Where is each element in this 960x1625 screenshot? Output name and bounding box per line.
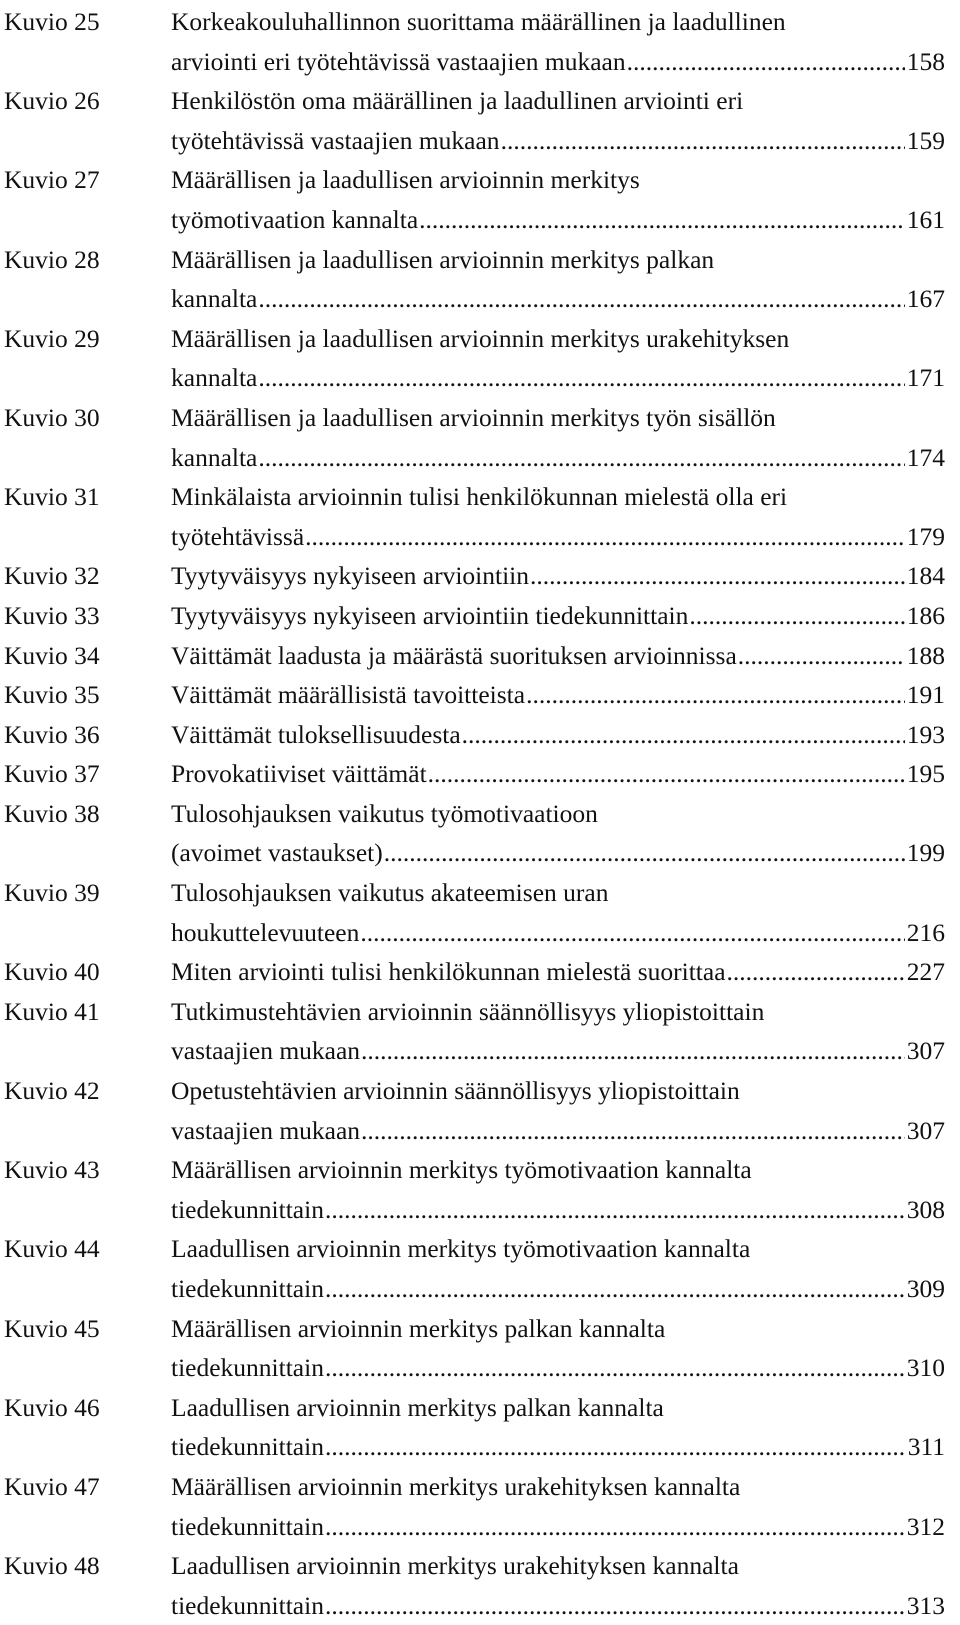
figure-entry-body bbox=[171, 794, 945, 873]
figure-entry-body bbox=[171, 240, 945, 319]
page-number: 159 bbox=[906, 125, 945, 155]
figure-entry-body bbox=[171, 1071, 945, 1150]
figure-label: Kuvio 39 bbox=[4, 878, 100, 908]
figure-entry-body bbox=[171, 319, 945, 398]
figure-entry bbox=[0, 160, 960, 239]
figure-title-line bbox=[171, 358, 945, 398]
figure-title-line: Tutkimustehtävien arvioinnin säännöllisyys yliopistoittain bbox=[171, 996, 765, 1026]
figure-entry-body bbox=[171, 715, 945, 755]
figure-title-text: Tyytyväisyys nykyiseen arviointiin bbox=[171, 561, 530, 591]
figure-title-line: Määrällisen ja laadullisen arvioinnin merkitys bbox=[171, 165, 640, 195]
figure-entry-body bbox=[171, 952, 945, 992]
figure-label: Kuvio 48 bbox=[4, 1551, 100, 1581]
figure-title-text: vastaajien mukaan bbox=[171, 1115, 361, 1145]
figure-title-line bbox=[171, 1031, 945, 1071]
dot-leader bbox=[325, 1269, 905, 1309]
figure-title-line bbox=[171, 1190, 945, 1230]
figure-entry bbox=[0, 556, 960, 596]
figure-entry bbox=[0, 675, 960, 715]
figure-title-line bbox=[171, 1586, 945, 1625]
figure-label: Kuvio 38 bbox=[4, 798, 100, 828]
dot-leader bbox=[738, 636, 905, 676]
figure-title-line: Korkeakouluhallinnon suorittama määrällinen ja laadullinen bbox=[171, 7, 786, 36]
figure-title-text: arviointi eri työtehtävissä vastaajien mukaan bbox=[171, 46, 626, 76]
page-number: 193 bbox=[906, 719, 945, 749]
dot-leader bbox=[627, 42, 905, 82]
page-number: 171 bbox=[906, 363, 945, 393]
figure-title-line bbox=[171, 636, 945, 676]
figure-title-text: Väittämät määrällisistä tavoitteista bbox=[171, 680, 526, 710]
figure-title-line bbox=[171, 675, 945, 715]
figure-title-line bbox=[171, 279, 945, 319]
figure-title-line bbox=[171, 715, 945, 755]
page-number: 307 bbox=[906, 1036, 945, 1066]
figure-title-line bbox=[171, 754, 945, 794]
dot-leader bbox=[530, 556, 905, 596]
dot-leader bbox=[361, 1031, 905, 1071]
figure-entry bbox=[0, 240, 960, 319]
figure-title-line bbox=[171, 438, 945, 478]
page-number: 309 bbox=[906, 1274, 945, 1303]
figure-title-line bbox=[171, 121, 945, 161]
figure-entry-body bbox=[171, 596, 945, 636]
dot-leader bbox=[419, 200, 905, 240]
figure-title-text: työtehtävissä bbox=[171, 521, 305, 551]
figure-title-line bbox=[171, 1427, 945, 1467]
figure-entry bbox=[0, 398, 960, 477]
figure-title-text: houkuttelevuuteen bbox=[171, 917, 360, 947]
figure-title-line: Määrällisen ja laadullisen arvioinnin merkitys urakehityksen bbox=[171, 323, 790, 353]
figure-title-line bbox=[171, 1348, 945, 1388]
figure-label: Kuvio 37 bbox=[4, 759, 100, 789]
page-number: 174 bbox=[906, 442, 945, 472]
figure-entry bbox=[0, 477, 960, 556]
figure-title-text: työmotivaation kannalta bbox=[171, 204, 419, 234]
page-number: 307 bbox=[906, 1115, 945, 1145]
figure-title-line: Opetustehtävien arvioinnin säännöllisyys yliopistoittain bbox=[171, 1076, 740, 1106]
page-number: 191 bbox=[906, 680, 945, 710]
figure-label: Kuvio 43 bbox=[4, 1155, 100, 1185]
dot-leader bbox=[258, 438, 904, 478]
figure-title-line: Laadullisen arvioinnin merkitys työmotivaation kannalta bbox=[171, 1234, 751, 1264]
figure-label: Kuvio 27 bbox=[4, 165, 100, 195]
figure-title-text: kannalta bbox=[171, 284, 258, 314]
page-number: 184 bbox=[906, 561, 945, 591]
figure-entry-body bbox=[171, 873, 945, 952]
figure-entry-body bbox=[171, 1150, 945, 1229]
figure-title-text: tiedekunnittain bbox=[171, 1590, 324, 1620]
figure-title-text: tiedekunnittain bbox=[171, 1274, 324, 1303]
page-number: 186 bbox=[906, 600, 945, 630]
figure-title-text: kannalta bbox=[171, 442, 258, 472]
figure-label: Kuvio 42 bbox=[4, 1076, 100, 1106]
figure-title-line bbox=[171, 1111, 945, 1151]
figure-entry-body bbox=[171, 556, 945, 596]
figure-entry bbox=[0, 81, 960, 160]
figure-label: Kuvio 25 bbox=[4, 7, 100, 36]
dot-leader bbox=[360, 913, 904, 953]
page-number: 161 bbox=[906, 204, 945, 234]
figure-entry-body bbox=[171, 398, 945, 477]
dot-leader bbox=[325, 1507, 905, 1547]
figure-entry bbox=[0, 319, 960, 398]
figure-title-line bbox=[171, 1507, 945, 1547]
figure-title-text: kannalta bbox=[171, 363, 258, 393]
dot-leader bbox=[361, 1111, 905, 1151]
dot-leader bbox=[258, 279, 904, 319]
figure-title-line bbox=[171, 517, 945, 557]
figure-title-text: tiedekunnittain bbox=[171, 1511, 324, 1541]
page-number: 195 bbox=[906, 759, 945, 789]
figure-title-line bbox=[171, 200, 945, 240]
figure-entry bbox=[0, 1388, 960, 1467]
dot-leader bbox=[325, 1348, 905, 1388]
dot-leader bbox=[727, 952, 905, 992]
figure-label: Kuvio 30 bbox=[4, 402, 100, 432]
figure-entry bbox=[0, 636, 960, 676]
figure-title-text: Tyytyväisyys nykyiseen arviointiin tiedekunnittain bbox=[171, 600, 689, 630]
figure-title-text: (avoimet vastaukset) bbox=[171, 838, 383, 868]
figure-title-text: tiedekunnittain bbox=[171, 1432, 324, 1462]
dot-leader bbox=[325, 1427, 906, 1467]
figure-entry-body bbox=[171, 1229, 945, 1308]
figure-title-line: Määrällisen arvioinnin merkitys urakehityksen kannalta bbox=[171, 1471, 741, 1501]
page-number: 313 bbox=[906, 1590, 945, 1620]
figure-title-line: Tulosohjauksen vaikutus työmotivaatioon bbox=[171, 798, 598, 828]
page-number: 179 bbox=[906, 521, 945, 551]
figure-label: Kuvio 28 bbox=[4, 244, 100, 274]
figure-title-line bbox=[171, 952, 945, 992]
figure-entry bbox=[0, 952, 960, 992]
dot-leader bbox=[258, 358, 904, 398]
figure-title-text: Provokatiiviset väittämät bbox=[171, 759, 427, 789]
page-number: 188 bbox=[906, 640, 945, 670]
page-number: 311 bbox=[907, 1432, 945, 1462]
figure-title-line bbox=[171, 1269, 945, 1309]
figure-label: Kuvio 35 bbox=[4, 680, 100, 710]
figure-label: Kuvio 41 bbox=[4, 996, 100, 1026]
figure-title-line: Henkilöstön oma määrällinen ja laadullinen arviointi eri bbox=[171, 86, 744, 116]
figure-entry-body bbox=[171, 477, 945, 556]
figure-entry bbox=[0, 873, 960, 952]
figure-label: Kuvio 45 bbox=[4, 1313, 100, 1343]
figure-title-line: Määrällisen arvioinnin merkitys palkan kannalta bbox=[171, 1313, 666, 1343]
figure-entry-body bbox=[171, 1467, 945, 1546]
figure-entry-body bbox=[171, 2, 945, 81]
page-number: 310 bbox=[906, 1353, 945, 1383]
dot-leader bbox=[501, 121, 905, 161]
figure-entry-body bbox=[171, 636, 945, 676]
figure-label: Kuvio 44 bbox=[4, 1234, 100, 1264]
figure-label: Kuvio 36 bbox=[4, 719, 100, 749]
figure-label: Kuvio 40 bbox=[4, 957, 100, 987]
figure-entry-body bbox=[171, 992, 945, 1071]
dot-leader bbox=[384, 833, 905, 873]
figure-entry-body bbox=[171, 1546, 945, 1625]
figure-label: Kuvio 46 bbox=[4, 1392, 100, 1422]
dot-leader bbox=[325, 1190, 905, 1230]
figure-entry-body bbox=[171, 754, 945, 794]
figure-title-text: Väittämät tuloksellisuudesta bbox=[171, 719, 461, 749]
figure-entry bbox=[0, 1467, 960, 1546]
figure-title-line: Määrällisen arvioinnin merkitys työmotivaation kannalta bbox=[171, 1155, 752, 1185]
figure-title-line bbox=[171, 42, 945, 82]
dot-leader bbox=[305, 517, 905, 557]
figure-entry bbox=[0, 596, 960, 636]
figure-title-line bbox=[171, 596, 945, 636]
figure-label: Kuvio 34 bbox=[4, 640, 100, 670]
dot-leader bbox=[462, 715, 905, 755]
page-number: 158 bbox=[906, 46, 945, 76]
figure-title-text: työtehtävissä vastaajien mukaan bbox=[171, 125, 500, 155]
page-number: 199 bbox=[906, 838, 945, 868]
page-number: 167 bbox=[906, 284, 945, 314]
figure-entry bbox=[0, 1071, 960, 1150]
figure-list bbox=[0, 2, 960, 1625]
dot-leader bbox=[689, 596, 904, 636]
figure-title-line: Määrällisen ja laadullisen arvioinnin merkitys työn sisällön bbox=[171, 402, 776, 432]
figure-label: Kuvio 32 bbox=[4, 561, 100, 591]
figure-title-line bbox=[171, 833, 945, 873]
figure-label: Kuvio 31 bbox=[4, 482, 100, 512]
figure-entry-body bbox=[171, 1309, 945, 1388]
dot-leader bbox=[325, 1586, 905, 1625]
figure-title-line: Tulosohjauksen vaikutus akateemisen uran bbox=[171, 878, 609, 908]
figure-title-line: Laadullisen arvioinnin merkitys palkan kannalta bbox=[171, 1392, 664, 1422]
figure-entry bbox=[0, 992, 960, 1071]
figure-title-line: Määrällisen ja laadullisen arvioinnin merkitys palkan bbox=[171, 244, 715, 274]
figure-label: Kuvio 33 bbox=[4, 600, 100, 630]
dot-leader bbox=[428, 754, 905, 794]
figure-entry bbox=[0, 794, 960, 873]
figure-label: Kuvio 26 bbox=[4, 86, 100, 116]
page-number: 312 bbox=[906, 1511, 945, 1541]
figure-entry-body bbox=[171, 81, 945, 160]
figure-entry bbox=[0, 754, 960, 794]
figure-label: Kuvio 47 bbox=[4, 1471, 100, 1501]
figure-entry bbox=[0, 1546, 960, 1625]
figure-title-line bbox=[171, 556, 945, 596]
figure-entry bbox=[0, 1229, 960, 1308]
figure-entry-body bbox=[171, 675, 945, 715]
figure-title-text: Miten arviointi tulisi henkilökunnan mielestä suorittaa bbox=[171, 957, 726, 987]
figure-title-text: tiedekunnittain bbox=[171, 1194, 324, 1224]
figure-entry bbox=[0, 1150, 960, 1229]
figure-title-text: vastaajien mukaan bbox=[171, 1036, 361, 1066]
figure-title-text: Väittämät laadusta ja määrästä suorituksen arvioinnissa bbox=[171, 640, 737, 670]
page-number: 216 bbox=[906, 917, 945, 947]
figure-entry bbox=[0, 1309, 960, 1388]
page-number: 308 bbox=[906, 1194, 945, 1224]
figure-label: Kuvio 29 bbox=[4, 323, 100, 353]
figure-title-line bbox=[171, 913, 945, 953]
figure-title-line: Laadullisen arvioinnin merkitys urakehityksen kannalta bbox=[171, 1551, 739, 1581]
dot-leader bbox=[526, 675, 905, 715]
figure-entry bbox=[0, 715, 960, 755]
page-number: 227 bbox=[906, 957, 945, 987]
figure-entry bbox=[0, 2, 960, 81]
figure-title-line: Minkälaista arvioinnin tulisi henkilökunnan mielestä olla eri bbox=[171, 482, 788, 512]
figure-title-text: tiedekunnittain bbox=[171, 1353, 324, 1383]
figure-entry-body bbox=[171, 160, 945, 239]
figure-entry-body bbox=[171, 1388, 945, 1467]
